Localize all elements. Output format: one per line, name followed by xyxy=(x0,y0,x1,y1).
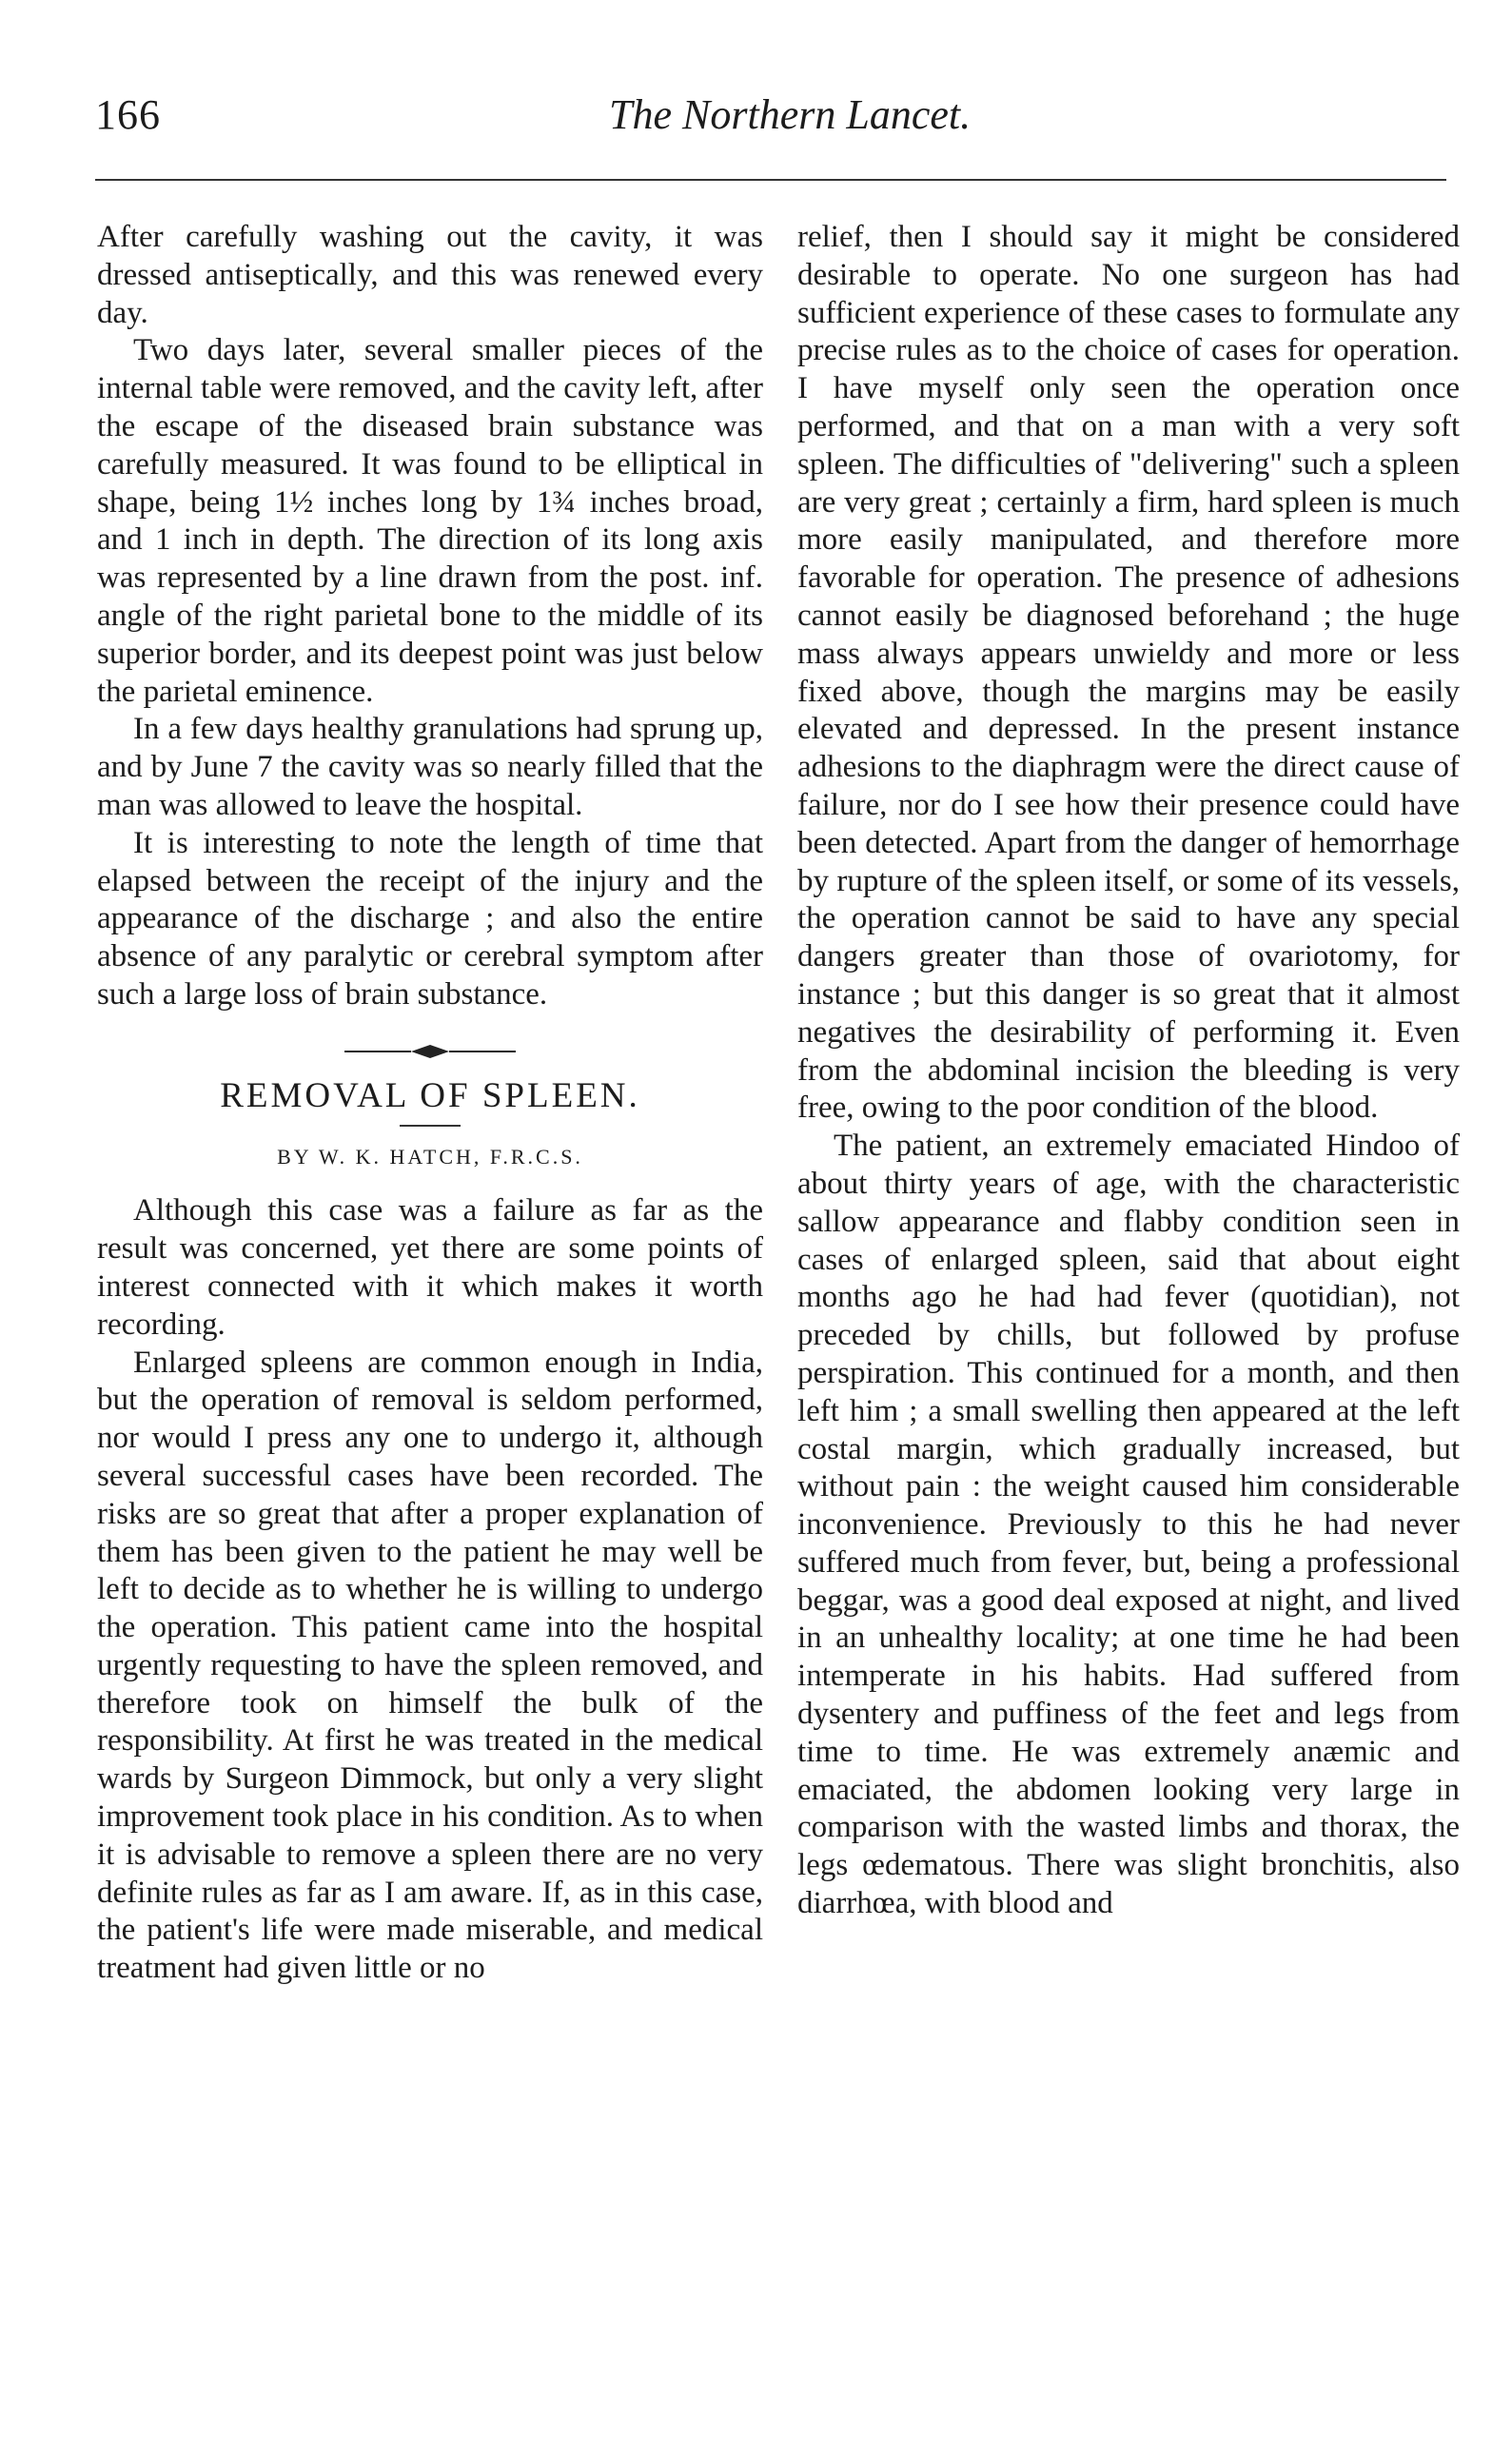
paragraph: It is interesting to note the length of time that elapsed between the receipt of the injury and the appearance of the discharge ; and also the entire absence of any paralytic or cerebral symptom after such a large loss of brain substance. xyxy=(97,825,763,1012)
paragraph: Although this case was a failure as far as the result was concerned, yet there are some points of interest connected with it which makes it worth recording. xyxy=(97,1193,763,1342)
paragraph: Two days later, several smaller pieces of the internal table were removed, and the cavity left, after the escape of the diseased brain substance was carefully measured. It was found to be elliptical in shape, being 1½ inches long by 1¾ inches broad, and 1 inch in depth. The direction of its long axis was represented by a line drawn from the post. inf. angle of the right parietal bone to the middle of its superior border, and its deepest point was just below the parietal eminence. xyxy=(97,333,763,709)
title-rule xyxy=(400,1125,461,1127)
header-rule xyxy=(95,179,1446,181)
page-number: 166 xyxy=(95,91,161,138)
section-ornament xyxy=(97,1035,763,1064)
paragraph: The patient, an extremely emaciated Hindoo of about thirty years of age, with the characteristic sallow appearance and flabby condition seen in cases of enlarged spleen, said that about eight months ago he had had fever (quotidian), not preceded by chills, but followed by profuse perspiration. This continued for a month, and then left him ; a small swelling then appeared at the left costal margin, which gradually increased, but without pain : the weight caused him considerable inconvenience. Previously to this he had never suffered much from fever, but, being a professional beggar, was a good deal exposed at night, and lived in an unhealthy locality; at one time he had been intemperate in his habits. Had suffered from dysentery and puffiness of the feet and legs from time to time. He was extremely anæmic and emaciated, the abdomen looking very large in comparison with the wasted limbs and thorax, the legs œdematous. There was slight bronchitis, also diarrhœa, with blood and xyxy=(797,1129,1460,1921)
paragraph: After carefully washing out the cavity, it was dressed antiseptically, and this was renewed every day. xyxy=(97,220,763,330)
ornament-rule-icon xyxy=(340,1040,520,1063)
byline: BY W. K. HATCH, F.R.C.S. xyxy=(277,1144,583,1169)
paragraph: Enlarged spleens are common enough in India, but the operation of removal is seldom performed, nor would I press any one to undergo it, although several successful cases have been recorded. The risks are so great that after a proper explanation of them has been given to the patient he may well be left to decide as to whether he is willing to undergo the operation. This patient came into the hospital urgently requesting to have the spleen removed, and therefore took on himself the bulk of the responsibility. At first he was treated in the medical wards by Surgeon Dimmock, but only a very slight improvement took place in his condition. As to when it is advisable to remove a spleen there are no very definite rules as far as I am aware. If, as in this case, the patient's life were made miserable, and medical treatment had given little or no xyxy=(97,1345,763,1986)
paragraph: relief, then I should say it might be considered desirable to operate. No one surgeon has had sufficient experience of these cases to formulate any precise rules as to the choice of cases for operation. I have myself only seen the operation once performed, and that on a man with a very soft spleen. The difficulties of "delivering" such a spleen are very great ; certainly a firm, hard spleen is much more easily manipulated, and therefore more favorable for operation. The presence of adhesions cannot easily be diagnosed beforehand ; the huge mass always appears unwieldy and more or less fixed above, though the margins may be easily elevated and depressed. In the present instance adhesions to the diaphragm were the direct cause of failure, nor do I see how their presence could have been detected. Apart from the danger of hemorrhage by rupture of the spleen itself, or some of its vessels, the operation cannot be said to have any special dangers greater than those of ovariotomy, for instance ; but this danger is so great that it almost negatives the desirability of performing it. Even from the abdominal incision the bleeding is very free, owing to the poor condition of the blood. xyxy=(797,220,1460,1126)
article-title: REMOVAL OF SPLEEN. xyxy=(220,1075,640,1115)
running-header xyxy=(95,90,1427,157)
paragraph: In a few days healthy granulations had sprung up, and by June 7 the cavity was so nearly filled that the man was allowed to leave the hospital. xyxy=(97,712,763,822)
right-column xyxy=(797,219,1460,1923)
left-column xyxy=(97,219,763,1988)
running-title: The Northern Lancet. xyxy=(609,91,972,138)
